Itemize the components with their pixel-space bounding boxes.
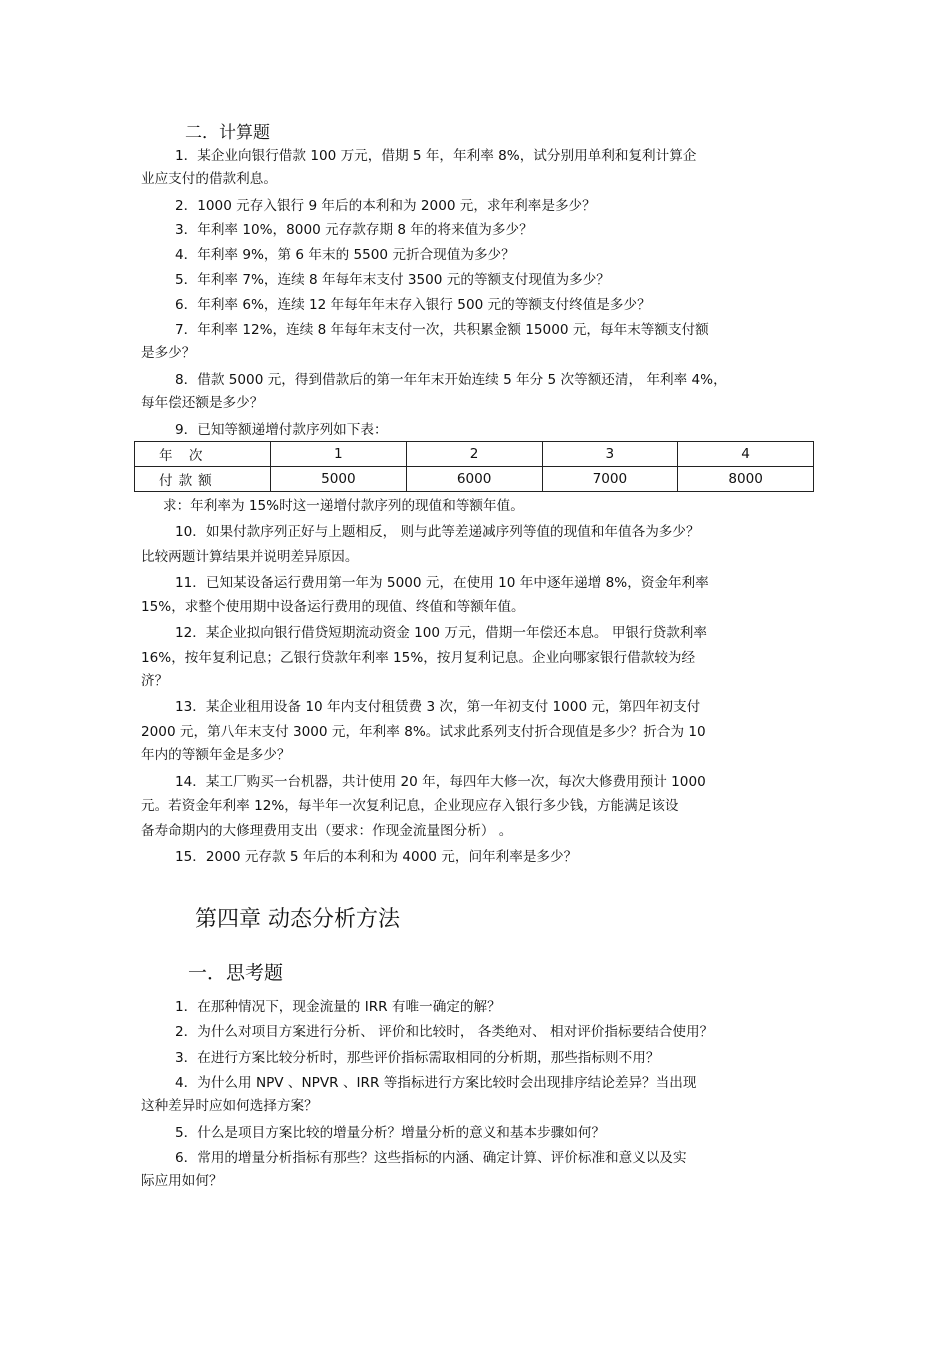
think-question-5: 5．什么是项目方案比较的增量分析？增量分析的意义和基本步骤如何？ (175, 1125, 606, 1141)
question-14-line-3: 备寿命期内的大修理费用支出（要求：作现金流量图分析） 。 (141, 823, 513, 839)
question-7-line-2: 是多少？ (141, 345, 196, 361)
question-10-line-2: 比较两题计算结果并说明差异原因。 (141, 549, 359, 565)
think-question-1: 1．在那种情况下，现金流量的 IRR 有唯一确定的解？ (175, 999, 501, 1015)
question-11-line-1: 11．已知某设备运行费用第一年为 5000 元，在使用 10 年中逐年递增 8%，资金年利率 (175, 575, 709, 591)
question-4: 4．年利率 9%，第 6 年末的 5500 元折合现值为多少？ (175, 247, 515, 263)
question-2: 2．1000 元存入银行 9 年后的本利和为 2000 元，求年利率是多少？ (175, 198, 596, 214)
question-3: 3．年利率 10%，8000 元存款存期 8 年的将来值为多少？ (175, 222, 533, 238)
question-14-line-1: 14．某工厂购买一台机器，共计使用 20 年，每四年大修一次，每次大修费用预计 1000 (175, 774, 706, 790)
question-12-line-2: 16%，按年复利记息；乙银行贷款年利率 15%，按月复利记息。企业向哪家银行借款较为经 (141, 650, 696, 666)
section-heading-thinking: 一．思考题 (188, 962, 284, 984)
think-question-6-line-1: 6．常用的增量分析指标有那些？这些指标的内涵、确定计算、评价标准和意义以及实 (175, 1150, 687, 1166)
table-header-payment: 付款额 (135, 467, 271, 492)
question-13-line-3: 年内的等额年金是多少？ (141, 747, 291, 763)
table-header-year: 年 次 (135, 442, 271, 467)
table-cell: 3 (542, 442, 678, 467)
question-14-line-2: 元。若资金年利率 12%，每半年一次复利记息，企业现应存入银行多少钱，方能满足该设 (141, 798, 679, 814)
question-7-line-1: 7．年利率 12%，连续 8 年每年末支付一次，共积累金额 15000 元，每年末等额支付额 (175, 322, 709, 338)
table-cell: 8000 (678, 467, 814, 492)
question-12-line-1: 12．某企业拟向银行借贷短期流动资金 100 万元，借期一年偿还本息。 甲银行贷款利率 (175, 625, 707, 641)
table-cell: 7000 (542, 467, 678, 492)
chapter-title: 第四章 动态分析方法 (195, 907, 400, 932)
question-15: 15．2000 元存款 5 年后的本利和为 4000 元，问年利率是多少？ (175, 849, 578, 865)
table-row (135, 442, 814, 467)
table-cell: 1 (271, 442, 407, 467)
question-8-line-1: 8．借款 5000 元，得到借款后的第一年年末开始连续 5 年分 5 次等额还清， 年利率 4%， (175, 372, 727, 388)
question-12-line-3: 济？ (141, 673, 169, 689)
think-question-2: 2．为什么对项目方案进行分析、 评价和比较时， 各类绝对、 相对评价指标要结合使用？ (175, 1024, 714, 1040)
table-row (135, 467, 814, 492)
question-5: 5．年利率 7%，连续 8 年每年末支付 3500 元的等额支付现值为多少？ (175, 272, 610, 288)
think-question-4-line-2: 这种差异时应如何选择方案？ (141, 1098, 318, 1114)
section-heading-calculation: 二．计算题 (185, 123, 270, 143)
payment-table (134, 441, 814, 492)
table-cell: 6000 (406, 467, 542, 492)
question-8-line-2: 每年偿还额是多少？ (141, 395, 264, 411)
question-13-line-1: 13．某企业租用设备 10 年内支付租赁费 3 次，第一年初支付 1000 元，第四年初支付 (175, 699, 701, 715)
question-1-line-2: 业应支付的借款利息。 (141, 171, 277, 187)
question-11-line-2: 15%，求整个使用期中设备运行费用的现值、终值和等额年值。 (141, 599, 525, 615)
question-1-line-1: 1．某企业向银行借款 100 万元，借期 5 年，年利率 8%，试分别用单利和复利计算企 (175, 148, 697, 164)
question-13-line-2: 2000 元，第八年末支付 3000 元，年利率 8%。试求此系列支付折合现值是多少？折合为 10 (141, 724, 706, 740)
question-10-line-1: 10．如果付款序列正好与上题相反， 则与此等差递减序列等值的现值和年值各为多少？ (175, 524, 700, 540)
table-cell: 2 (406, 442, 542, 467)
question-9-ask: 求：年利率为 15%时这一递增付款序列的现值和等额年值。 (163, 498, 524, 514)
question-9: 9．已知等额递增付款序列如下表： (175, 422, 388, 438)
think-question-3: 3．在进行方案比较分析时，那些评价指标需取相同的分析期，那些指标则不用？ (175, 1050, 660, 1066)
think-question-4-line-1: 4．为什么用 NPV 、NPVR 、IRR 等指标进行方案比较时会出现排序结论差异？当出现 (175, 1075, 697, 1091)
think-question-6-line-2: 际应用如何？ (141, 1173, 223, 1189)
question-6: 6．年利率 6%，连续 12 年每年年末存入银行 500 元的等额支付终值是多少？ (175, 297, 651, 313)
table-cell: 4 (678, 442, 814, 467)
table-cell: 5000 (271, 467, 407, 492)
